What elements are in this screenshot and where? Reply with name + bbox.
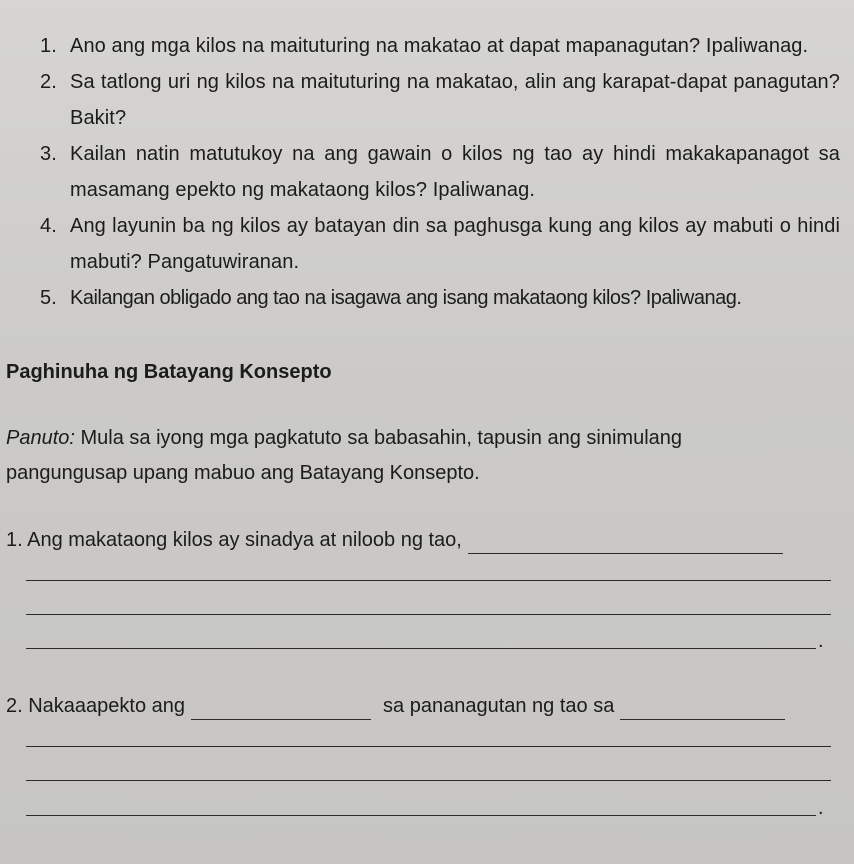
question-text: Sa tatlong uri ng kilos na maituturing na makatao, alin ang karapat-dapat panagutan? Bakit? (70, 71, 840, 129)
end-period: . (818, 797, 824, 819)
question-number: 2. (40, 71, 57, 93)
question-item (40, 280, 840, 316)
instructions (6, 421, 786, 491)
fill-item-start-text: 1. Ang makataong kilos ay sinadya at niloob ng tao, (6, 529, 462, 551)
answer-blank[interactable] (468, 533, 783, 554)
fill-item-middle-text: sa pananagutan ng tao sa (383, 695, 615, 717)
answer-line[interactable] (26, 580, 831, 581)
answer-line[interactable] (26, 815, 816, 816)
question-item (40, 64, 840, 136)
end-period: . (818, 630, 824, 652)
answer-line[interactable] (26, 746, 831, 747)
question-text: Ang layunin ba ng kilos ay batayan din sa paghusga kung ang kilos ay mabuti o hindi mabuti? Pangatuwiranan. (70, 215, 840, 273)
question-number: 1. (40, 35, 57, 57)
instruction-label: Panuto: (6, 427, 75, 449)
instruction-text: Mula sa iyong mga pagkatuto sa babasahin, tapusin ang sinimulang pangungusap upang mabuo ang Batayang Konsepto. (6, 427, 683, 484)
answer-line[interactable] (26, 614, 831, 615)
fill-item-start-text: 2. Nakaaapekto ang (6, 695, 186, 717)
answer-blank[interactable] (620, 699, 785, 720)
fill-item-1 (6, 526, 836, 554)
question-number: 4. (40, 215, 57, 237)
answer-line[interactable] (26, 648, 816, 649)
section-title: Paghinuha ng Batayang Konsepto (6, 361, 332, 383)
question-text: Kailan natin matutukoy na ang gawain o kilos ng tao ay hindi makakapanagot sa masamang epekto ng makataong kilos? Ipaliwanag. (70, 143, 840, 201)
answer-blank[interactable] (191, 699, 371, 720)
question-item (40, 136, 840, 208)
question-text: Ano ang mga kilos na maituturing na makatao at dapat mapanagutan? Ipaliwanag. (70, 35, 809, 57)
question-item (40, 208, 840, 280)
fill-item-2 (6, 692, 836, 720)
question-text: Kailangan obligado ang tao na isagawa ang isang makataong kilos? Ipaliwanag. (70, 287, 742, 309)
answer-line[interactable] (26, 780, 831, 781)
question-item (40, 28, 840, 64)
question-number: 5. (40, 287, 57, 309)
question-number: 3. (40, 143, 57, 165)
question-list (40, 28, 840, 316)
